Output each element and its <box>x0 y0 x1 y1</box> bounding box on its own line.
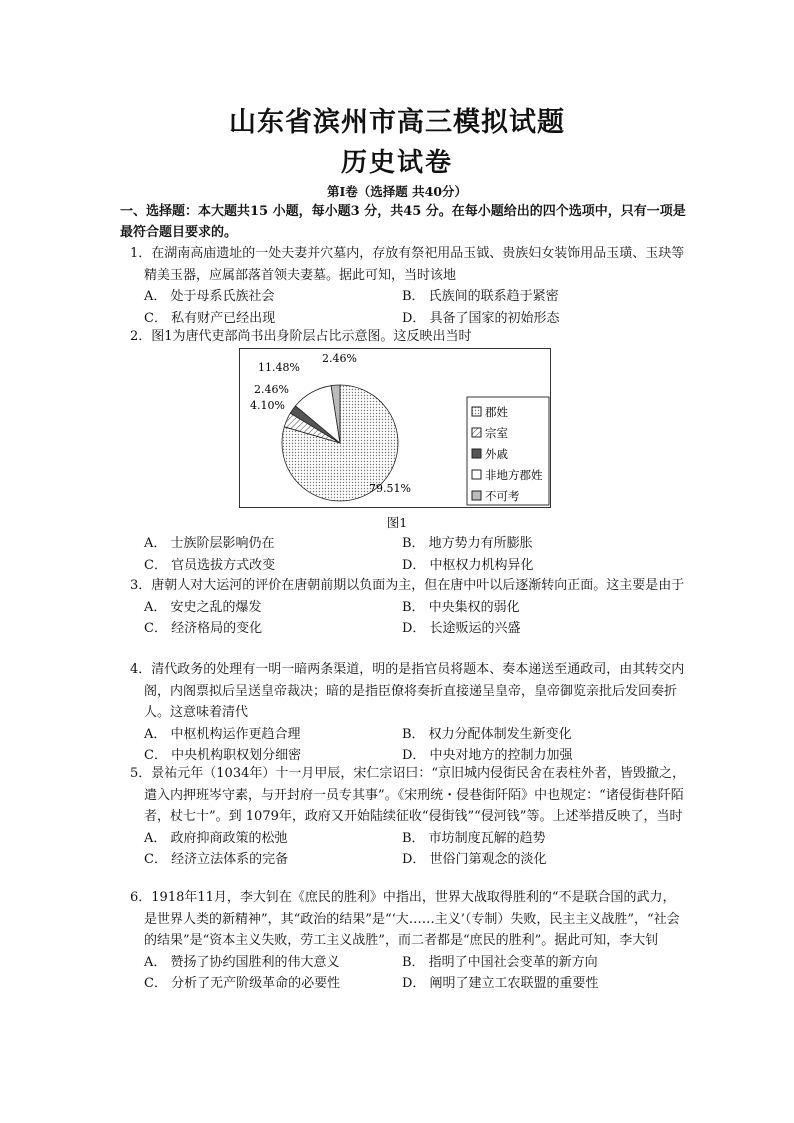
slice-value-label: 2.46% <box>254 383 289 396</box>
option-c: C． 经济格局的变化 <box>144 621 263 636</box>
question-3 <box>130 575 685 640</box>
question-2-options <box>130 533 685 576</box>
option-d: D． 中央对地方的控制力加强 <box>402 748 573 763</box>
figure-caption: 图1 <box>386 515 408 530</box>
legend-swatch <box>472 470 481 479</box>
option-d: D． 具备了国家的初始形态 <box>402 310 560 326</box>
option-b: B． 中央集权的弱化 <box>402 599 520 615</box>
legend-swatch <box>472 428 481 437</box>
legend-label: 非地方郡姓 <box>485 468 543 482</box>
option-a: A． 赞扬了协约国胜利的伟大意义 <box>144 954 340 970</box>
instructions: 一、选择题：本大题共15 小题，每小题3 分，共45 分。在每小题给出的四个选项中，只有一项是最符合题目要求的。 <box>120 204 686 240</box>
option-a: A． 士族阶层影响仍在 <box>144 536 275 551</box>
option-b: B． 市坊制度瓦解的趋势 <box>402 830 546 846</box>
exam-title: 山东省滨州市高三模拟试题 <box>229 107 565 138</box>
option-b: B． 指明了中国社会变革的新方向 <box>402 954 598 970</box>
pie-chart-svg <box>240 349 550 507</box>
option-d: D． 阐明了建立工农联盟的重要性 <box>402 976 599 991</box>
option-a: A． 政府抑商政策的松弛 <box>144 830 288 846</box>
legend-label: 郡姓 <box>485 405 508 419</box>
slice-value-label: 79.51% <box>369 482 411 495</box>
question-stem: 5．景祐元年（1034年）十一月甲辰，宋仁宗诏曰：“京旧城内侵街民舍在表柱外者，皆毁撤之，遣入内押班岑守素，与开封府一员专其事”。《宋刑统・侵巷街阡陌》中也规定：“诸侵街巷阡陌者，杖七十”。到 1079年，政府又开始陆续征收“侵街钱”“侵河钱”等。上述举措反映了，当时 <box>130 766 686 824</box>
slice-value-label: 2.46% <box>322 352 357 365</box>
question-stem: 1．在湖南高庙遗址的一处夫妻并穴墓内，存放有祭祀用品玉钺、贵族妇女装饰用品玉璜、玉玦等精美玉器，应属部落首领夫妻墓。据此可知，当时该地 <box>130 246 685 283</box>
option-b: B． 地方势力有所膨胀 <box>402 536 533 551</box>
option-c: C． 经济立法体系的完备 <box>144 852 289 867</box>
option-b: B． 氏族间的联系趋于紧密 <box>402 289 559 304</box>
question-1 <box>130 243 685 329</box>
option-c: C． 中央机构职权划分细密 <box>144 748 302 763</box>
question-stem: 3．唐朝人对大运河的评价在唐朝前期以负面为主，但在唐中叶以后逐渐转向正面。这主要是由于 <box>130 578 685 593</box>
legend-label: 宗室 <box>485 426 508 440</box>
option-d: D． 世俗门第观念的淡化 <box>402 852 547 867</box>
pie-chart <box>239 348 551 508</box>
option-a: A． 处于母系氏族社会 <box>144 289 275 304</box>
option-a: A． 中枢机构运作更趋合理 <box>144 726 301 742</box>
option-c: C． 分析了无产阶级革命的必要性 <box>144 976 341 991</box>
question-5 <box>130 763 685 871</box>
legend-swatch <box>472 449 481 458</box>
option-d: D． 长途贩运的兴盛 <box>402 621 521 636</box>
option-a: A． 安史之乱的爆发 <box>144 599 262 615</box>
question-4 <box>130 659 685 767</box>
section-heading: 第Ⅰ卷（选择题 共40分） <box>326 184 468 199</box>
question-2 <box>130 326 685 348</box>
slice-value-label: 11.48% <box>258 361 300 374</box>
legend-label: 不可考 <box>485 489 520 503</box>
question-stem: 4．清代政务的处理有一明一暗两条渠道，明的是指官员将题本、奏本递送至通政司，由其转交内阁，内阁票拟后呈送皇帝裁决；暗的是指臣僚将奏折直接递呈皇帝，皇帝御览亲批后发回奏折人。这意味着清代 <box>130 662 685 720</box>
option-b: B． 权力分配体制发生新变化 <box>402 726 572 742</box>
option-d: D． 中枢权力机构异化 <box>402 557 534 573</box>
question-6 <box>130 887 685 995</box>
legend-swatch <box>472 407 481 416</box>
slice-value-label: 4.10% <box>250 399 285 412</box>
exam-subtitle: 历史试卷 <box>340 148 453 178</box>
option-c: C． 私有财产已经出现 <box>144 310 276 326</box>
option-c: C． 官员选拔方式改变 <box>144 557 276 573</box>
legend-swatch <box>472 491 481 500</box>
question-stem: 2．图1为唐代吏部尚书出身阶层占比示意图。这反映出当时 <box>130 329 472 344</box>
legend-label: 外戚 <box>485 447 508 461</box>
question-stem: 6．1918年11月，李大钊在《庶民的胜利》中指出，世界大战取得胜利的“不是联合国的武力，是世界人类的新精神”，其“政治的结果”是“‘大……主义’（专制）失败，民主主义战胜”，“社会的结果”是“资本主义失败，劳工主义战胜”，而二者都是“庶民的胜利”。据此可知，李大钊 <box>130 890 680 948</box>
